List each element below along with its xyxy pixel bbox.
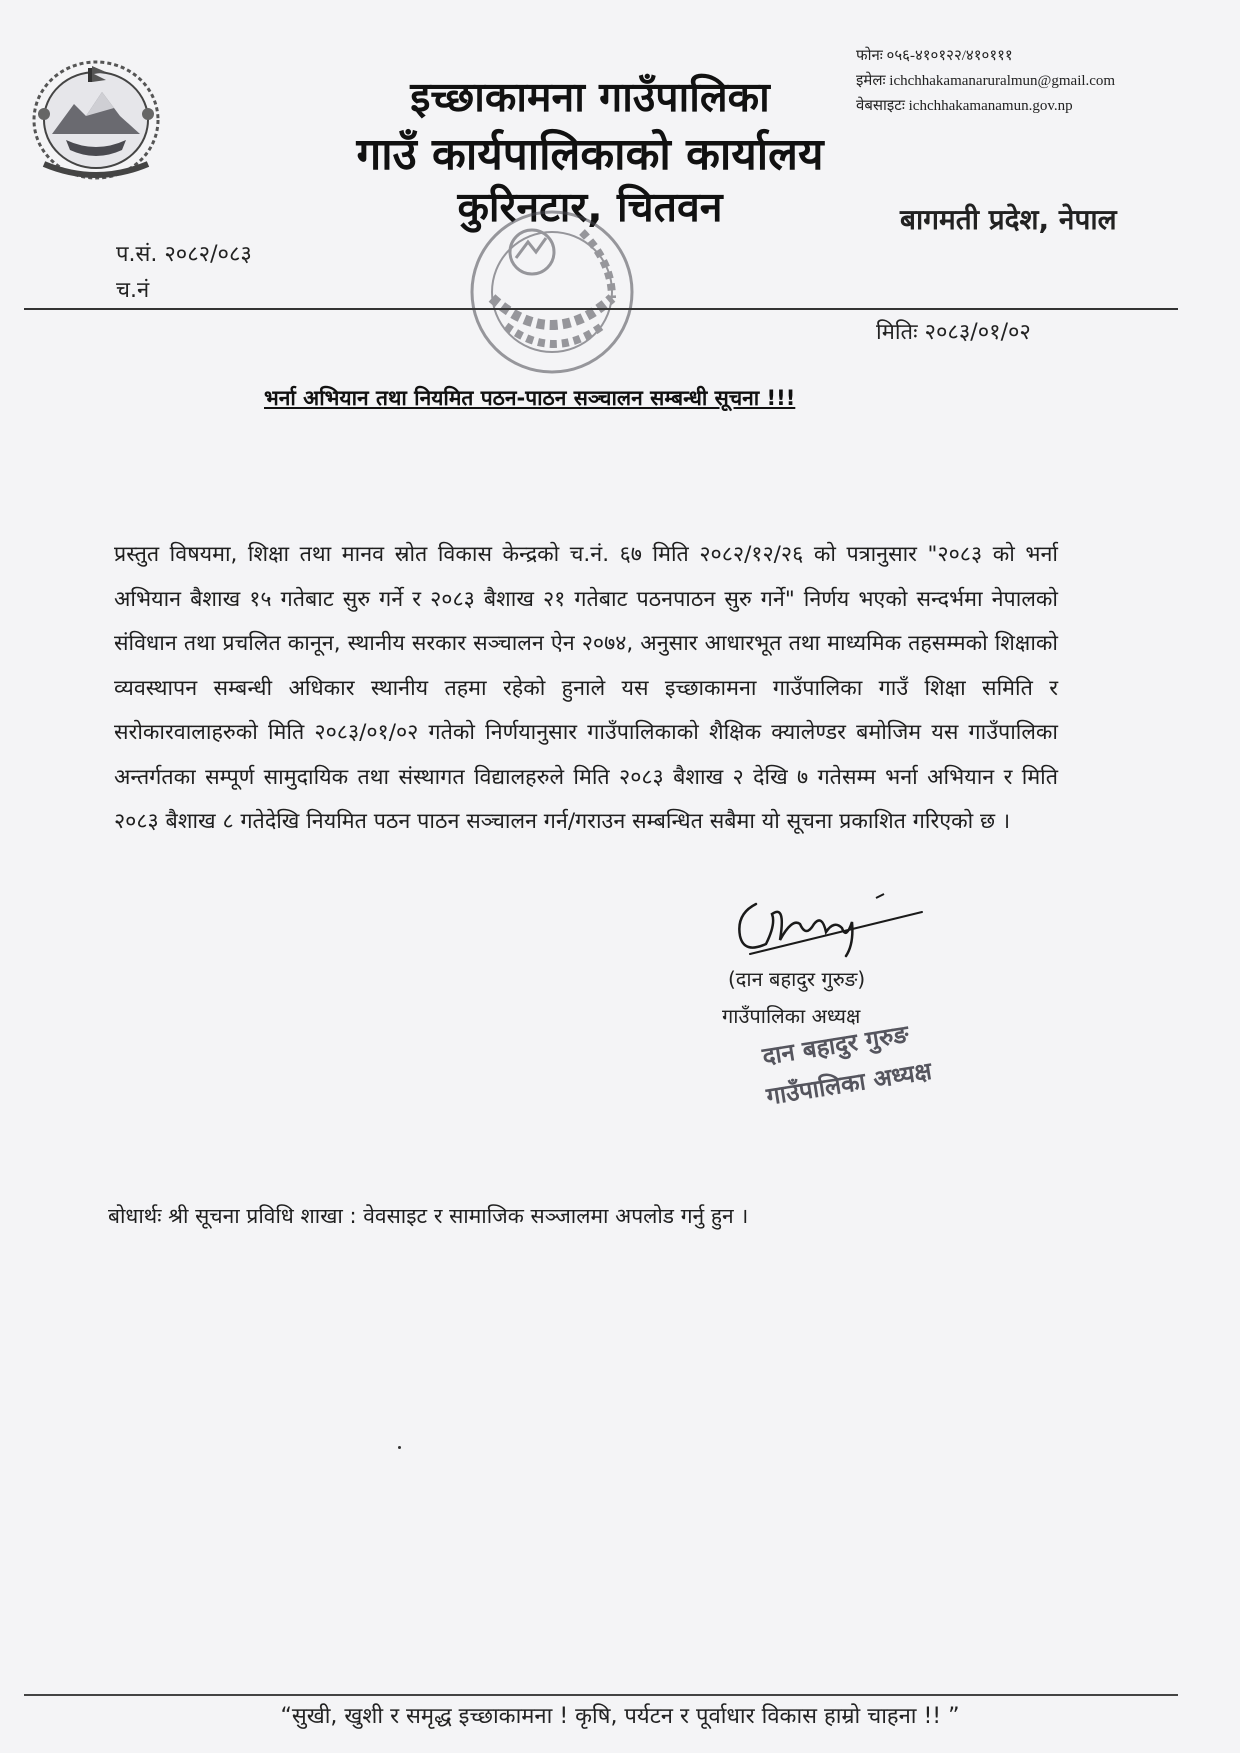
title-stamp: गाउँपालिका अध्यक्ष (764, 1056, 934, 1111)
letter-date: मितिः २०८३/०१/०२ (876, 320, 1031, 345)
footer-divider (24, 1694, 1178, 1696)
name-stamp: दान बहादुर गुरुङ (760, 1019, 911, 1071)
office-title-line1: इच्छाकामना गाउँपालिका (410, 73, 770, 121)
office-seal-stamp-icon (462, 202, 642, 382)
office-title-line3: कुरिनटार, चितवन (457, 183, 723, 231)
letter-reference-number: प.सं. २०८२/०८३ (116, 242, 252, 267)
dispatch-number: च.नं (116, 278, 150, 303)
subject-heading: भर्ना अभियान तथा नियमित पठन-पाठन सञ्चालन सम्बन्धी सूचना !!! (264, 386, 796, 410)
notice-body: प्रस्तुत विषयमा, शिक्षा तथा मानव स्रोत विकास केन्द्रको च.नं. ६७ मिति २०८२/१२/२६ को पत्रानुसार "२०८३ को भर्ना अभियान बैशाख १५ गतेबाट सुरु गर्ने र २०८३ बैशाख २१ गतेबाट पठनपाठन सुरु गर्ने" निर्णय भएको सन्दर्भमा नेपालको संविधान तथा प्रचलित कानून, स्थानीय सरकार सञ्चालन ऐन २०७४, अनुसार आधारभूत तथा माध्यमिक तहसम्मको शिक्षाको व्यवस्थापन सम्बन्धी अधिकार स्थानीय तहमा रहेको हुनाले यस इच्छाकामना गाउँपालिका गाउँ शिक्षा समिति र सरोकारवालाहरुको मिति २०८३/०१/०२ गतेको निर्णयानुसार गाउँपालिकाको शैक्षिक क्यालेण्डर बमोजिम यस गाउँपालिका अन्तर्गतका सम्पूर्ण सामुदायिक तथा संस्थागत विद्यालहरुले मिति २०८३ बैशाख २ देखि ७ गतेसम्म भर्ना अभियान र मिति २०८३ बैशाख ८ गतेदेखि नियमित पठन पाठन सञ्चालन गर्न/गराउन सम्बन्धित सबैमा यो सूचना प्रकाशित गरिएको छ । (114, 542, 1058, 834)
signatory-name: (दान बहादुर गुरुङ) (728, 967, 866, 991)
contact-block (856, 44, 1115, 119)
phone-number: फोनः ०५६-४१०१२२/४१०१११ (856, 48, 1013, 64)
stray-mark (398, 1446, 401, 1449)
handwritten-signature-icon (726, 884, 926, 964)
signatory-title: गाउँपालिका अध्यक्ष (722, 1004, 861, 1028)
province-label: बागमती प्रदेश, नेपाल (900, 203, 1117, 236)
footer-slogan: “सुखी, खुशी र समृद्ध इच्छाकामना ! कृषि, पर्यटन र पूर्वाधार विकास हाम्रो चाहना !! ” (280, 1704, 960, 1729)
office-title-line2: गाउँ कार्यपालिकाको कार्यालय (356, 129, 824, 180)
email-address: इमेलः ichchhakamanaruralmun@gmail.com (856, 73, 1116, 89)
header-divider (24, 308, 1178, 310)
copy-to-note: बोधार्थः श्री सूचना प्रविधि शाखा : वेवसाइट र सामाजिक सञ्जालमा अपलोड गर्नु हुन । (108, 1204, 749, 1228)
website-address: वेबसाइटः ichchhakamanamun.gov.np (856, 98, 1073, 114)
